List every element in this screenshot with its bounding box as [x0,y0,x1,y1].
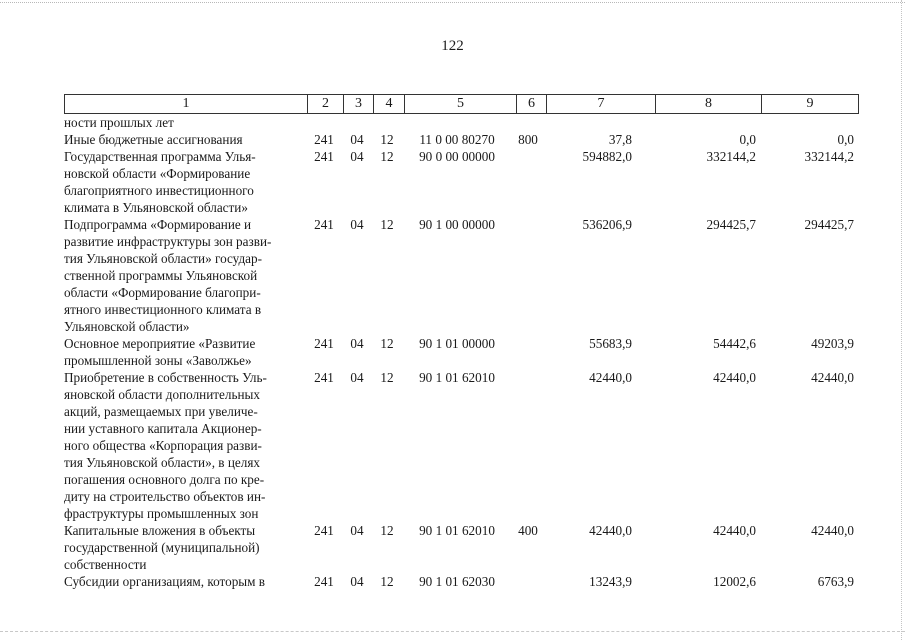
cell-section: 04 [350,370,364,385]
row-name [64,522,306,573]
cell-subsection: 12 [380,149,394,164]
row-name [64,216,306,335]
cell-amount-col9: 42440,0 [811,523,854,538]
row-name-line: климата в Ульяновской области» [64,200,248,215]
cell-amount-col9: 42440,0 [811,370,854,385]
cell-section: 04 [350,523,364,538]
cell-section: 04 [350,132,364,147]
cell-section: 04 [350,336,364,351]
cell-target-article: 90 1 01 62030 [419,574,495,589]
column-header-7: 7 [547,95,656,113]
scan-edge-bottom [0,631,905,632]
table-row [64,369,854,522]
cell-subsection: 12 [380,336,394,351]
row-name-line: Иные бюджетные ассигнования [64,132,243,147]
row-name-line: области «Формирование благопри- [64,285,261,300]
cell-ministry-code: 241 [314,336,334,351]
table-row [64,131,854,148]
cell-ministry-code: 241 [314,217,334,232]
cell-amount-col8: 332144,2 [706,149,756,164]
row-name-line: тия Ульяновской области», в целях [64,455,260,470]
column-header-4: 4 [374,95,405,113]
cell-amount-col7: 13243,9 [589,574,632,589]
table-row [64,573,854,590]
row-name-line: развитие инфраструктуры зон разви- [64,234,272,249]
cell-section: 04 [350,574,364,589]
cell-subsection: 12 [380,523,394,538]
row-name-line: Государственная программа Улья- [64,149,256,164]
cell-target-article: 90 1 01 62010 [419,370,495,385]
cell-subsection: 12 [380,574,394,589]
cell-subsection: 12 [380,217,394,232]
cell-amount-col8: 54442,6 [713,336,756,351]
cell-target-article: 90 0 00 00000 [419,149,495,164]
row-name-line: Субсидии организациям, которым в [64,574,266,589]
row-name [64,114,306,131]
column-header-8: 8 [656,95,762,113]
column-header-3: 3 [344,95,374,113]
column-header-9: 9 [806,96,814,111]
cell-amount-col7: 37,8 [608,132,632,147]
row-name [64,335,306,369]
row-name [64,148,306,216]
row-name-line: погашения основного долга по кре- [64,472,265,487]
row-name-line: Основное мероприятие «Развитие [64,336,256,351]
scan-edge-right [901,0,902,640]
table-row [64,522,854,573]
cell-amount-col9: 332144,2 [804,149,854,164]
cell-amount-col7: 536206,9 [582,217,632,232]
column-header-6: 6 [517,95,547,113]
cell-section: 04 [350,217,364,232]
row-name [64,573,306,590]
cell-amount-col7: 42440,0 [589,370,632,385]
cell-amount-col9: 49203,9 [811,336,854,351]
cell-target-article: 11 0 00 80270 [419,132,495,147]
column-header-1: 1 [65,95,308,113]
row-name-line: ного общества «Корпорация разви- [64,438,262,453]
cell-amount-col9: 294425,7 [804,217,854,232]
cell-ministry-code: 241 [314,149,334,164]
row-name-line: нии уставного капитала Акционер- [64,421,262,436]
cell-amount-col8: 0,0 [739,132,756,147]
row-name-line: Ульяновской области» [64,319,190,334]
cell-amount-col8: 42440,0 [713,523,756,538]
row-name-line: акций, размещаемых при увеличе- [64,404,258,419]
row-name-line: Приобретение в собственность Уль- [64,370,267,385]
cell-expense-type: 400 [518,523,538,538]
cell-amount-col9: 0,0 [837,132,854,147]
row-name-line: яновской области дополнительных [64,387,260,402]
cell-amount-col8: 12002,6 [713,574,756,589]
cell-subsection: 12 [380,132,394,147]
cell-target-article: 90 1 01 00000 [419,336,495,351]
row-name-line: Капитальные вложения в объекты [64,523,256,538]
table-row [64,148,854,216]
row-name [64,131,306,148]
row-name-line: Подпрограмма «Формирование и [64,217,252,232]
row-name-line: промышленной зоны «Заволжье» [64,353,252,368]
table-row [64,114,854,131]
table-column-header-row [64,94,859,114]
cell-amount-col9: 6763,9 [817,574,854,589]
cell-amount-col7: 55683,9 [589,336,632,351]
table-row [64,335,854,369]
cell-target-article: 90 1 00 00000 [419,217,495,232]
cell-amount-col7: 594882,0 [582,149,632,164]
row-name-line: новской области «Формирование [64,166,251,181]
row-name-line: ственной программы Ульяновской [64,268,258,283]
cell-target-article: 90 1 01 62010 [419,523,495,538]
cell-section: 04 [350,149,364,164]
cell-expense-type: 800 [518,132,538,147]
cell-ministry-code: 241 [314,370,334,385]
column-header-2: 2 [308,95,344,113]
cell-ministry-code: 241 [314,132,334,147]
cell-ministry-code: 241 [314,523,334,538]
budget-table-body [64,114,854,590]
cell-amount-col7: 42440,0 [589,523,632,538]
row-name-line: диту на строительство объектов ин- [64,489,266,504]
scan-edge-top [0,2,905,3]
row-name-line: благоприятного инвестиционного [64,183,254,198]
row-name [64,369,306,522]
row-name-line: государственной (муниципальной) [64,540,260,555]
cell-ministry-code: 241 [314,574,334,589]
column-header-5: 5 [405,95,517,113]
cell-amount-col8: 294425,7 [706,217,756,232]
page-number: 122 [441,38,464,54]
row-name-line: ятного инвестиционного климата в [64,302,262,317]
row-name-line: ности прошлых лет [64,115,174,130]
cell-amount-col8: 42440,0 [713,370,756,385]
cell-subsection: 12 [380,370,394,385]
row-name-line: тия Ульяновской области» государ- [64,251,262,266]
row-name-line: фраструктуры промышленных зон [64,506,259,521]
table-row [64,216,854,335]
row-name-line: собственности [64,557,147,572]
